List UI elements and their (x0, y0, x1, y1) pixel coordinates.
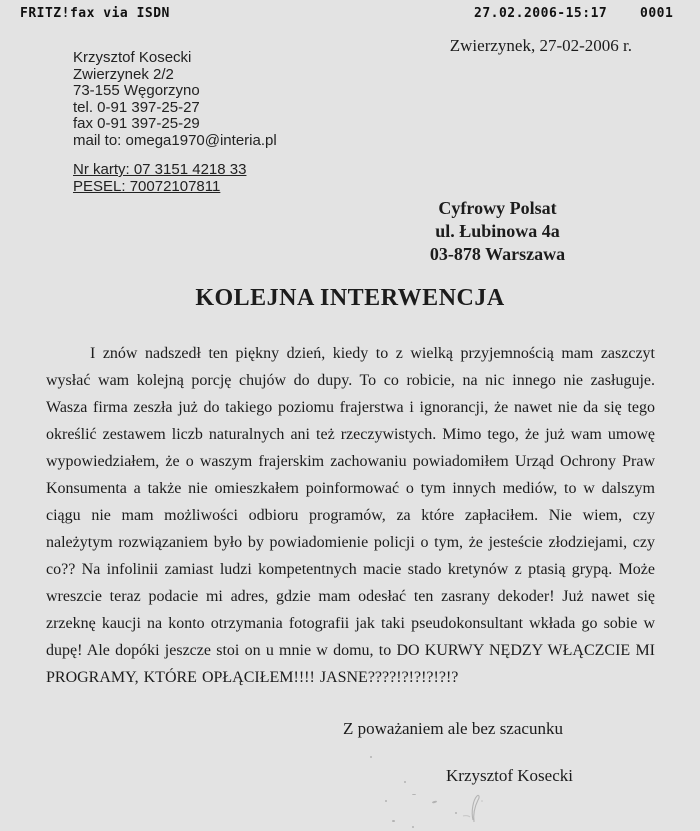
sender-email: mail to: omega1970@interia.pl (73, 131, 277, 149)
scan-speck (404, 781, 406, 783)
fax-app-name: FRITZ!fax via ISDN (20, 6, 170, 21)
scan-speck (412, 826, 414, 828)
card-number: Nr karty: 07 3151 4218 33 (73, 161, 247, 178)
sender-name: Krzysztof Kosecki (73, 49, 192, 66)
scan-speck (392, 820, 395, 822)
fax-timestamp: 27.02.2006-15:17 (474, 6, 608, 21)
letter-body: I znów nadszedł ten piękny dzień, kiedy to z wielką przyjemnością mam zaszczyt wysłać wam kolejną porcję chujów do dupy. To co robicie, na nic innego nie zasługuje. Wasza firma zeszła już do takiego poziomu frajerstwa i ignorancji, że nawet nie da się tego określić zestawem liczb naturalnych ani też rzeczywistych. Mimo tego, że już wam umowę wypowiedziałem, że o waszym frajerskim zachowaniu powiadomiłem Urząd Ochrony Praw Konsumenta a także nie omieszkałem poinformować o tym innych mediów, to w dalszym ciągu nie mam możliwości odbioru programów, za które zapłaciłem. Nie wiem, czy należytym rozwiązaniem było by powiadomienie policji o tym, że jesteście złodziejami, czy co?? Na infolinii zamiast ludzi kompetentnych macie stado kretynów z ptasią grypą. Może wreszcie teraz podacie mi adres, gdzie mam odesłać ten zasrany dekoder! Już nawet się zrzeknę kaucji na konto otrzymania fotografii jak taki pseudokonsultant wkłada go sobie w dupę! Ale dopóki jeszcze stoi on u mnie w domu, to DO KURWY NĘDZY WŁĄCZCIE MI PROGRAMY, KTÓRE OPŁĄCIŁEM!!!! JASNE????!?!?!?!?!? (46, 345, 655, 686)
pesel-number: PESEL: 70072107811 (73, 178, 221, 195)
scan-speck (432, 800, 437, 803)
scan-speck (385, 800, 387, 802)
sender-id-block (73, 161, 246, 195)
sender-fax: fax 0-91 397-25-29 (73, 115, 200, 132)
dateline: Zwierzynek, 27-02-2006 r. (449, 36, 632, 55)
recipient-street: ul. Łubinowa 4a (435, 221, 560, 241)
fax-header (0, 6, 700, 26)
sender-address-1: Zwierzynek 2/2 (73, 65, 174, 83)
closing-line: Z poważaniem ale bez szacunku (343, 719, 563, 738)
recipient-block (380, 197, 615, 266)
sender-block (73, 50, 277, 149)
scan-speck (455, 812, 457, 814)
recipient-name: Cyfrowy Polsat (438, 198, 557, 218)
signature-name: Krzysztof Kosecki (446, 766, 573, 785)
scan-speck (370, 756, 372, 758)
letter-title: KOLEJNA INTERWENCJA (195, 285, 505, 311)
handwritten-signature-mark (455, 788, 495, 828)
recipient-city: 03-878 Warszawa (429, 244, 566, 264)
sender-phone: tel. 0-91 397-25-27 (73, 98, 200, 116)
fax-page-counter: 0001 (640, 6, 674, 21)
scan-speck (412, 794, 416, 795)
sender-address-2: 73-155 Węgorzyno (73, 82, 200, 99)
